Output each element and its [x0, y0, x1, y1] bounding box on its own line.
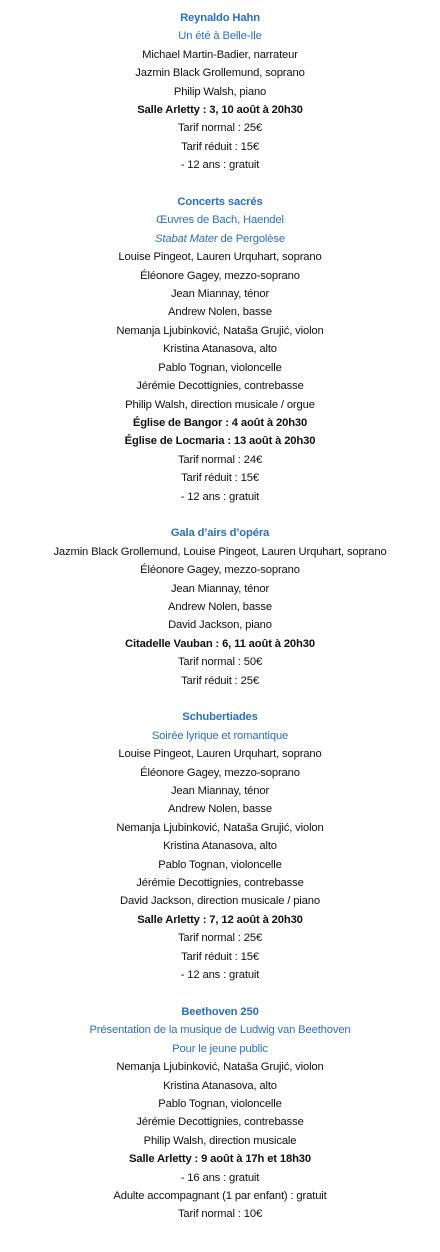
concert-subtitle: Œuvres de Bach, Haendel	[156, 214, 284, 227]
info-line: Tarif réduit : 15€	[181, 140, 259, 153]
info-line: - 12 ans : gratuit	[180, 490, 260, 503]
concert-section	[0, 9, 440, 175]
concert-subtitle	[0, 230, 440, 248]
info-line: Nemanja Ljubinković, Nataša Grujić, violon	[116, 821, 324, 834]
info-line: Philip Walsh, direction musicale / orgue	[125, 398, 315, 411]
info-line: - 12 ans : gratuit	[180, 969, 260, 982]
work-title: Stabat Mater	[155, 232, 218, 245]
info-line: Jérémie Decottignies, contrebasse	[136, 1116, 304, 1129]
info-line: Louise Pingeot, Lauren Urquhart, soprano	[118, 251, 322, 264]
info-line: Andrew Nolen, basse	[168, 306, 272, 319]
info-line: Kristina Atanasova, alto	[163, 840, 277, 853]
info-line: Tarif normal : 10€	[177, 1208, 263, 1221]
concert-subtitle: Un été à Belle-Ile	[178, 30, 262, 43]
concert-title: Reynaldo Hahn	[180, 12, 260, 24]
info-line: Kristina Atanasova, alto	[163, 1079, 277, 1092]
info-line: Tarif normal : 24€	[177, 453, 263, 466]
concert-section	[0, 1003, 440, 1224]
concert-title: Schubertiades	[182, 711, 258, 724]
info-line: David Jackson, direction musicale / piano	[120, 895, 320, 908]
info-line: Éléonore Gagey, mezzo-soprano	[140, 564, 300, 577]
info-line: Jean Miannay, ténor	[170, 288, 270, 301]
info-line: Éléonore Gagey, mezzo-soprano	[140, 269, 300, 282]
concert-section	[0, 708, 440, 984]
info-line: Nemanja Ljubinković, Nataša Grujić, violon	[116, 1061, 324, 1074]
concert-title: Beethoven 250	[181, 1005, 259, 1018]
info-line: Pablo Tognan, violoncelle	[158, 1097, 282, 1110]
info-line: Jérémie Decottignies, contrebasse	[136, 877, 304, 890]
info-line: Pablo Tognan, violoncelle	[158, 858, 282, 871]
info-line: - 16 ans : gratuit	[180, 1171, 260, 1184]
info-line: Kristina Atanasova, alto	[163, 343, 277, 356]
composer-text: de Pergolèse	[217, 232, 285, 245]
info-line: David Jackson, piano	[168, 619, 272, 632]
info-line: Tarif réduit : 15€	[181, 950, 259, 963]
concert-subtitle: Présentation de la musique de Ludwig van Beethoven	[89, 1024, 351, 1037]
info-line: Adulte accompagnant (1 par enfant) : gratuit	[113, 1189, 327, 1202]
concert-subtitle: Soirée lyrique et romantique	[151, 729, 289, 742]
info-line: Jérémie Decottignies, contrebasse	[136, 380, 304, 393]
info-line: Nemanja Ljubinković, Nataša Grujić, violon	[116, 324, 324, 337]
info-line: Tarif réduit : 25€	[181, 674, 259, 687]
venue-date-line: Salle Arletty : 7, 12 août à 20h30	[137, 913, 303, 926]
info-line: Jean Miannay, ténor	[170, 582, 270, 595]
info-line: Éléonore Gagey, mezzo-soprano	[140, 766, 300, 779]
info-line: Andrew Nolen, basse	[168, 803, 272, 816]
info-line: - 12 ans : gratuit	[180, 159, 260, 172]
info-line: Michael Martin-Badier, narrateur	[142, 48, 298, 61]
info-line: Tarif normal : 25€	[177, 122, 263, 135]
info-line: Jazmin Black Grollemund, Louise Pingeot, Lauren Urquhart, soprano	[53, 545, 387, 558]
info-line: Louise Pingeot, Lauren Urquhart, soprano	[118, 748, 322, 761]
info-line: Philip Walsh, piano	[173, 85, 267, 98]
info-line: Tarif normal : 50€	[177, 656, 263, 669]
venue-date-line: Salle Arletty : 3, 10 août à 20h30	[137, 104, 303, 117]
venue-date-line: Église de Bangor : 4 août à 20h30	[132, 416, 308, 429]
info-line: Tarif normal : 25€	[177, 932, 263, 945]
info-line: Philip Walsh, direction musicale	[143, 1134, 297, 1147]
info-line: Tarif réduit : 15€	[181, 472, 259, 485]
venue-date-line: Citadelle Vauban : 6, 11 août à 20h30	[125, 637, 315, 650]
concert-program	[0, 9, 440, 1242]
info-line: Jazmin Black Grollemund, soprano	[135, 67, 305, 80]
info-line: Andrew Nolen, basse	[168, 600, 272, 613]
info-line: Jean Miannay, ténor	[170, 785, 270, 798]
concert-section	[0, 193, 440, 506]
concert-title: Concerts sacrés	[177, 196, 263, 209]
concert-section	[0, 524, 440, 690]
concert-title: Gala d’airs d’opéra	[170, 527, 270, 540]
venue-date-line: Église de Locmaria : 13 août à 20h30	[124, 435, 316, 448]
info-line: Pablo Tognan, violoncelle	[158, 361, 282, 374]
concert-subtitle: Pour le jeune public	[172, 1042, 268, 1055]
venue-date-line: Salle Arletty : 9 août à 17h et 18h30	[129, 1153, 311, 1166]
